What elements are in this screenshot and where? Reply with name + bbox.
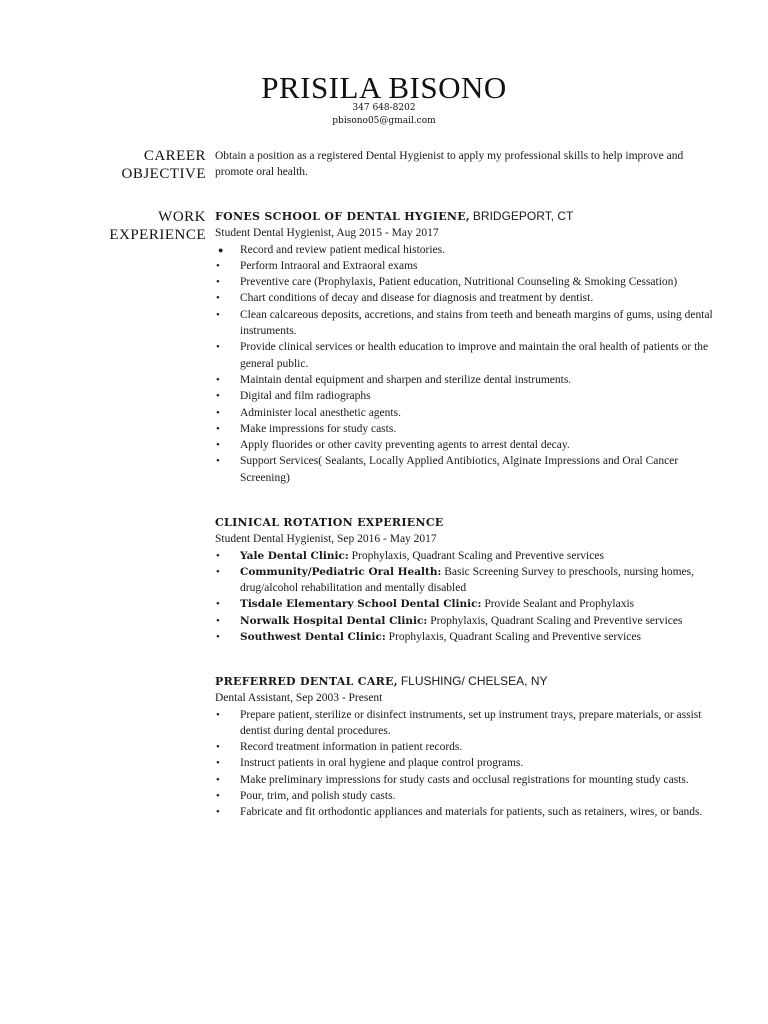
list-item: • Perform Intraoral and Extraoral exams bbox=[215, 258, 715, 274]
list-item bbox=[215, 596, 715, 612]
list-item: • Preventive care (Prophylaxis, Patient education, Nutritional Counseling & Smoking Cessation) bbox=[215, 274, 715, 290]
job-org: CLINICAL ROTATION EXPERIENCE bbox=[215, 516, 444, 529]
clinic-name: Southwest Dental Clinic: bbox=[240, 631, 386, 644]
clinic-name: Norwalk Hospital Dental Clinic: bbox=[240, 614, 428, 627]
list-item: • Administer local anesthetic agents. bbox=[215, 405, 715, 421]
list-item: ● Record and review patient medical histories. bbox=[215, 242, 715, 258]
list-item bbox=[215, 629, 715, 645]
objective-text: Obtain a position as a registered Dental Hygienist to apply my professional skills to help improve and promote oral health. bbox=[215, 150, 684, 179]
job-heading bbox=[215, 673, 715, 690]
job-heading bbox=[215, 208, 715, 225]
label-line: EXPERIENCE bbox=[109, 227, 206, 243]
job-org: FONES SCHOOL OF DENTAL HYGIENE, bbox=[215, 210, 471, 223]
list-item bbox=[215, 564, 715, 597]
list-item: • Support Services( Sealants, Locally Applied Antibiotics, Alginate Impressions and Oral Cancer Screening) bbox=[215, 453, 715, 486]
list-item: • Fabricate and fit orthodontic appliances and materials for patients, such as retainers, wires, or bands. bbox=[215, 804, 715, 820]
job-preferred-dental bbox=[215, 673, 715, 821]
clinic-name: Yale Dental Clinic: bbox=[240, 549, 349, 562]
job-location: BRIDGEPORT, CT bbox=[472, 209, 574, 223]
job-location: FLUSHING/ CHELSEA, NY bbox=[400, 674, 548, 688]
list-item: • Apply fluorides or other cavity preventing agents to arrest dental decay. bbox=[215, 437, 715, 453]
job-clinical-rotation bbox=[215, 515, 715, 645]
list-item: • Clean calcareous deposits, accretions, and stains from teeth and beneath margins of gums, using dental instruments. bbox=[215, 307, 715, 340]
list-item: • Maintain dental equipment and sharpen and sterilize dental instruments. bbox=[215, 372, 715, 388]
job-org: PREFERRED DENTAL CARE, bbox=[215, 675, 398, 688]
clinic-duties: Prophylaxis, Quadrant Scaling and Preventive services bbox=[385, 631, 641, 644]
list-item bbox=[215, 548, 715, 564]
list-item: • Digital and film radiographs bbox=[215, 388, 715, 404]
job-title: Student Dental Hygienist, Sep 2016 - May 2017 bbox=[215, 533, 437, 546]
clinic-duties: Basic Screening Survey to preschools, nursing homes, drug/alcohol rehabilitation and mentally disabled bbox=[240, 565, 694, 595]
clinic-duties: Prophylaxis, Quadrant Scaling and Preventive services bbox=[348, 549, 604, 562]
list-item: • Record treatment information in patient records. bbox=[215, 739, 715, 755]
email-address: pbisono05@gmail.com bbox=[332, 116, 436, 126]
list-item: • Chart conditions of decay and disease for diagnosis and treatment by dentist. bbox=[215, 290, 715, 306]
rotation-list bbox=[215, 548, 715, 646]
list-item: • Instruct patients in oral hygiene and plaque control programs. bbox=[215, 755, 715, 771]
job-duties-list bbox=[215, 242, 715, 486]
list-item bbox=[215, 613, 715, 629]
job-title: Student Dental Hygienist, Aug 2015 - May 2017 bbox=[215, 227, 439, 240]
job-fones bbox=[215, 208, 715, 486]
label-line: OBJECTIVE bbox=[121, 166, 206, 182]
clinic-duties: Provide Sealant and Prophylaxis bbox=[481, 598, 635, 611]
work-experience-label bbox=[90, 208, 206, 244]
job-title: Dental Assistant, Sep 2003 - Present bbox=[215, 692, 383, 705]
phone-number: 347 648-8202 bbox=[352, 103, 416, 113]
list-item: • Prepare patient, sterilize or disinfect instruments, set up instrument trays, prepare materials, or assist dentist during dental procedures. bbox=[215, 707, 715, 740]
list-item: • Pour, trim, and polish study casts. bbox=[215, 788, 715, 804]
clinic-duties: Prophylaxis, Quadrant Scaling and Preventive services bbox=[427, 614, 683, 627]
list-item: • Make preliminary impressions for study casts and occlusal registrations for mounting study casts. bbox=[215, 772, 715, 788]
clinic-name: Tisdale Elementary School Dental Clinic: bbox=[240, 598, 482, 611]
list-item: • Make impressions for study casts. bbox=[215, 421, 715, 437]
clinic-name: Community/Pediatric Oral Health: bbox=[240, 565, 442, 578]
label-line: CAREER bbox=[143, 148, 206, 164]
candidate-name: PRISILA BISONO bbox=[261, 70, 507, 105]
label-line: WORK bbox=[158, 209, 206, 225]
career-objective-label bbox=[90, 147, 206, 183]
list-item: • Provide clinical services or health education to improve and maintain the oral health of patients or the general public. bbox=[215, 339, 715, 372]
job-duties-list bbox=[215, 707, 715, 821]
